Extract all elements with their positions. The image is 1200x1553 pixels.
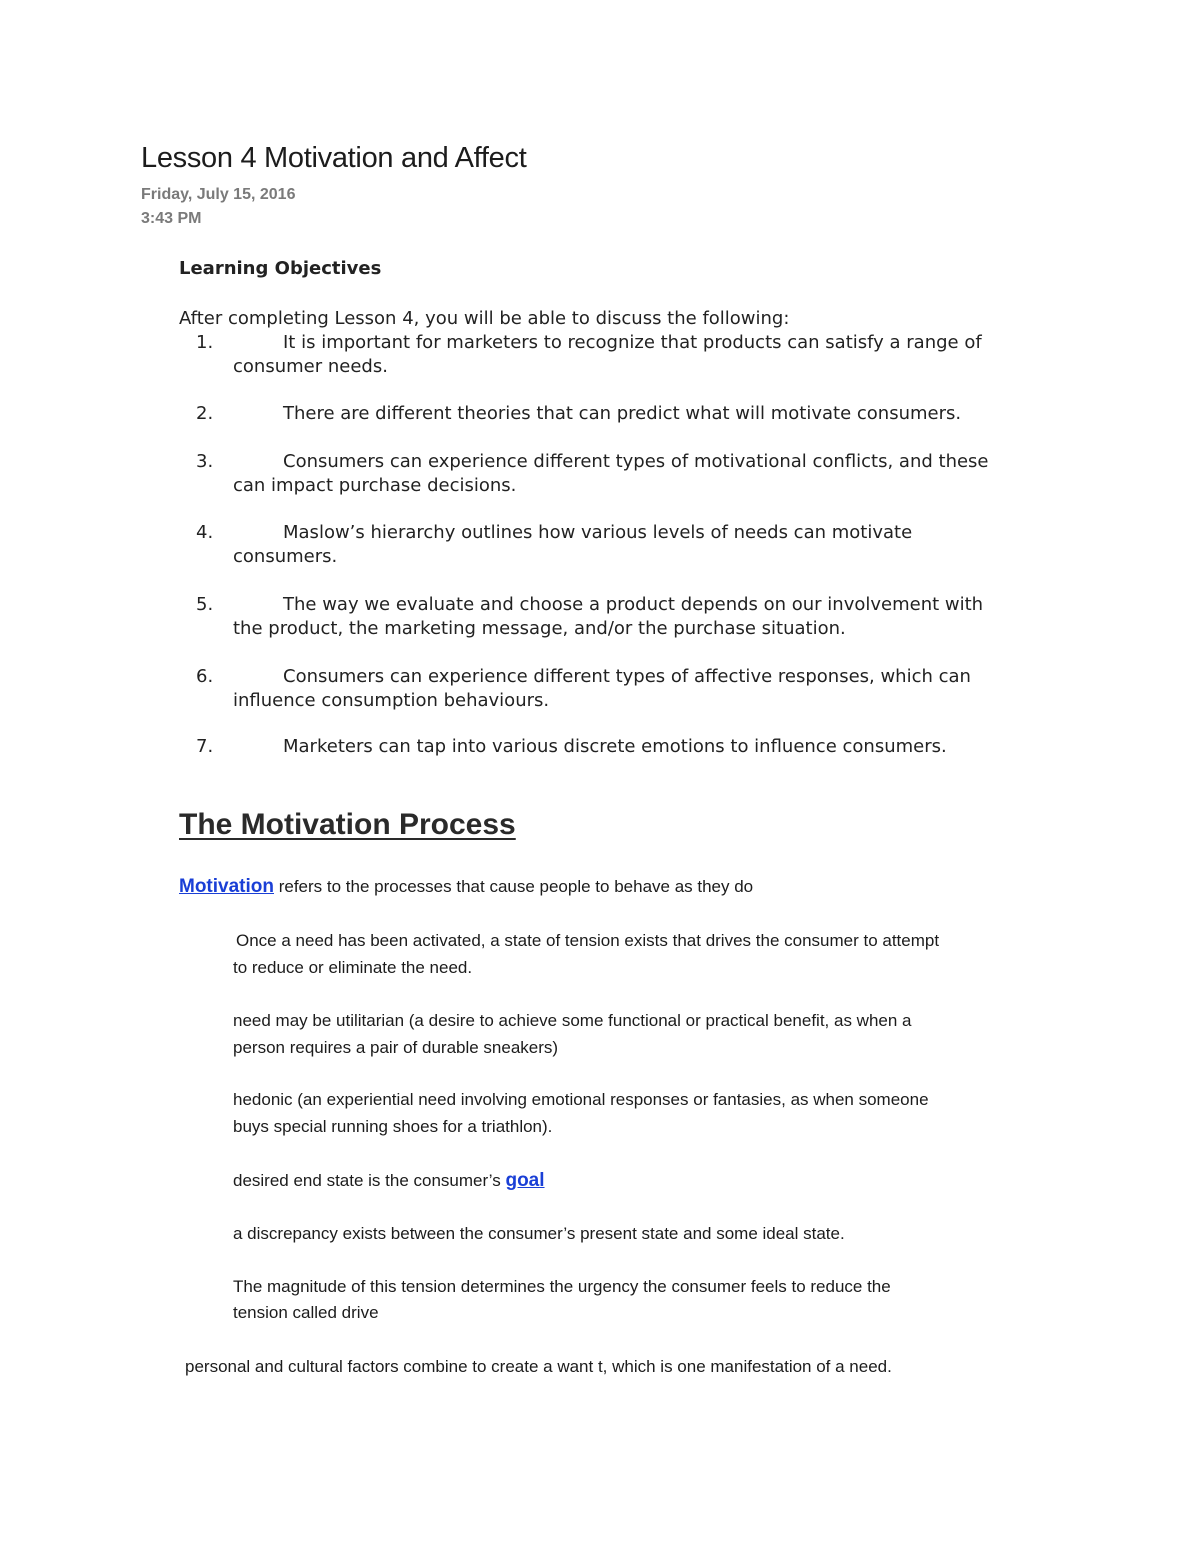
list-item-text: The way we evaluate and choose a product depends on our involvement with	[283, 594, 984, 615]
list-item-number: 3.	[196, 451, 214, 472]
paragraph-want: personal and cultural factors combine to create a want t, which is one manifestation of a need.	[185, 1357, 892, 1376]
list-item-text-continued: the product, the marketing message, and/or the purchase situation.	[233, 618, 846, 639]
paragraph-utilitarian: need may be utilitarian (a desire to achieve some functional or practical benefit, as when a	[233, 1011, 912, 1030]
list-item-text: There are different theories that can predict what will motivate consumers.	[283, 403, 962, 424]
paragraph-hedonic: hedonic (an experiential need involving emotional responses or fantasies, as when someone	[233, 1090, 929, 1109]
paragraph-goal-text: desired end state is the consumer’s	[233, 1171, 506, 1190]
list-item-number: 5.	[196, 594, 214, 615]
list-item-number: 7.	[196, 736, 214, 757]
list-item-text: Consumers can experience different types of motivational conflicts, and these	[283, 451, 989, 472]
section-heading: The Motivation Process	[179, 808, 516, 841]
list-item-text: Consumers can experience different types of affective responses, which can	[283, 666, 971, 687]
page-date: Friday, July 15, 2016	[141, 186, 296, 203]
motivation-definition-text: refers to the processes that cause people to behave as they do	[274, 877, 754, 896]
page-time: 3:43 PM	[141, 210, 202, 227]
list-item-number: 4.	[196, 522, 214, 543]
list-item-number: 6.	[196, 666, 214, 687]
paragraph-discrepancy: a discrepancy exists between the consumer’s present state and some ideal state.	[233, 1224, 845, 1243]
goal-link[interactable]: goal	[505, 1170, 545, 1191]
paragraph-drive-continued: tension called drive	[233, 1303, 379, 1322]
motivation-definition	[179, 876, 753, 898]
list-item-number: 2.	[196, 403, 214, 424]
motivation-link[interactable]: Motivation	[179, 876, 274, 897]
list-item-text: Marketers can tap into various discrete emotions to influence consumers.	[283, 736, 947, 757]
list-item-number: 1.	[196, 332, 214, 353]
list-item-text: It is important for marketers to recognize that products can satisfy a range of	[283, 332, 982, 353]
paragraph-drive: The magnitude of this tension determines the urgency the consumer feels to reduce the	[233, 1277, 891, 1296]
paragraph-need-activated: Once a need has been activated, a state of tension exists that drives the consumer to attempt	[236, 931, 940, 950]
paragraph-need-activated-continued: to reduce or eliminate the need.	[233, 958, 473, 977]
page-title: Lesson 4 Motivation and Affect	[141, 142, 527, 174]
list-item-text-continued: consumer needs.	[233, 356, 388, 377]
paragraph-utilitarian-continued: person requires a pair of durable sneakers)	[233, 1038, 559, 1057]
list-item-text-continued: can impact purchase decisions.	[233, 475, 517, 496]
paragraph-goal	[233, 1170, 545, 1192]
paragraph-hedonic-continued: buys special running shoes for a triathlon).	[233, 1117, 553, 1136]
list-item-text-continued: influence consumption behaviours.	[233, 690, 550, 711]
learning-objectives-intro: After completing Lesson 4, you will be able to discuss the following:	[179, 308, 790, 329]
list-item-text: Maslow’s hierarchy outlines how various levels of needs can motivate	[283, 522, 913, 543]
list-item-text-continued: consumers.	[233, 546, 338, 567]
learning-objectives-heading: Learning Objectives	[179, 258, 382, 279]
